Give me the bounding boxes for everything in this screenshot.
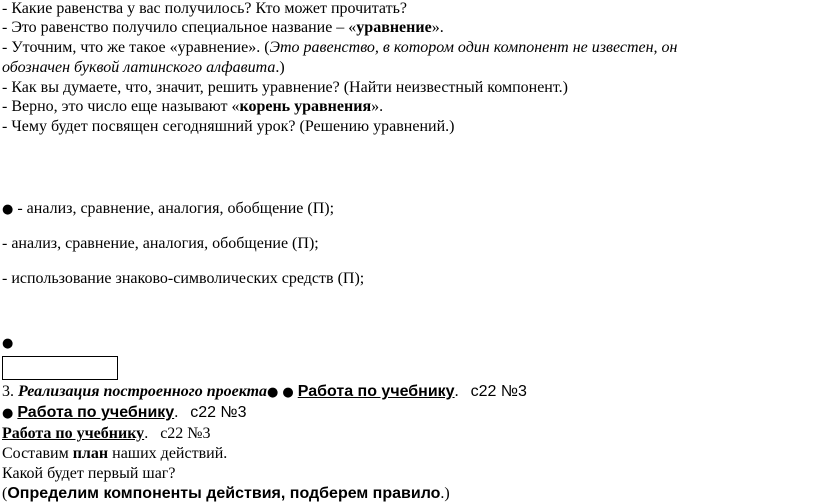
task-ref: с22 №3 bbox=[160, 425, 211, 442]
intro-line-2: - Это равенство получило специальное название – «уравнение». bbox=[2, 19, 444, 36]
term-root: корень уравнения bbox=[239, 98, 372, 115]
stage-work-line-2: Работа по учебнику. с22 №3 bbox=[2, 425, 211, 442]
bullet-icon: ● bbox=[2, 202, 14, 217]
intro-line-3: - Уточним, что же такое «уравнение». (Это равенство, в котором один компонент не известен, он bbox=[2, 39, 678, 56]
first-step-line: Какой будет первый шаг? bbox=[2, 465, 176, 482]
uud-line-2: - анализ, сравнение, аналогия, обобщение (П); bbox=[2, 235, 319, 252]
task-ref: с22 №3 bbox=[190, 404, 247, 421]
bullet-icon: ● bbox=[2, 406, 14, 421]
definition-text-continued: обозначен буквой латинского алфавита bbox=[2, 59, 276, 76]
term-equation: уравнение bbox=[356, 19, 432, 36]
answer-line: (Определим компоненты действия, подберем правило.) bbox=[2, 485, 450, 502]
stage-title: Реализация построенного проекта bbox=[18, 383, 268, 400]
term-plan: план bbox=[72, 445, 109, 462]
intro-line-4: обозначен буквой латинского алфавита.) bbox=[2, 59, 285, 76]
stage-work-line-1: ● Работа по учебнику. с22 №3 bbox=[2, 404, 247, 421]
uud-line-1: ● - анализ, сравнение, аналогия, обобщение (П); bbox=[2, 200, 335, 217]
uud-line-3: - использование знаково-символических средств (П); bbox=[2, 270, 365, 287]
answer-text: Определим компоненты действия, подберем правило bbox=[7, 485, 441, 502]
intro-line-6: - Верно, это число еще называют «корень уравнения». bbox=[2, 98, 384, 115]
intro-line-7: - Чему будет посвящен сегодняшний урок? (Решению уравнений.) bbox=[2, 118, 455, 135]
intro-line-1: - Какие равенства у вас получилось? Кто может прочитать? bbox=[2, 0, 407, 17]
work-label: Работа по учебнику bbox=[2, 425, 145, 442]
definition-text: Это равенство, в котором один компонент не известен, он bbox=[269, 39, 678, 56]
work-label: Работа по учебнику bbox=[17, 404, 175, 421]
intro-line-5: - Как вы думаете, что, значит, решить уравнение? (Найти неизвестный компонент.) bbox=[2, 79, 568, 96]
plan-line: Составим план наших действий. bbox=[2, 445, 228, 462]
task-ref: с22 №3 bbox=[470, 383, 527, 400]
stage-heading-line: 3. Реализация построенного проекта● ● Работа по учебнику. с22 №3 bbox=[2, 383, 527, 400]
bullet-icon: ● bbox=[267, 385, 279, 400]
lone-bullet bbox=[2, 334, 13, 352]
bullet-icon: ● bbox=[2, 336, 14, 351]
empty-frame bbox=[2, 356, 118, 380]
bullet-icon: ● bbox=[282, 385, 294, 400]
work-label: Работа по учебнику bbox=[297, 383, 455, 400]
